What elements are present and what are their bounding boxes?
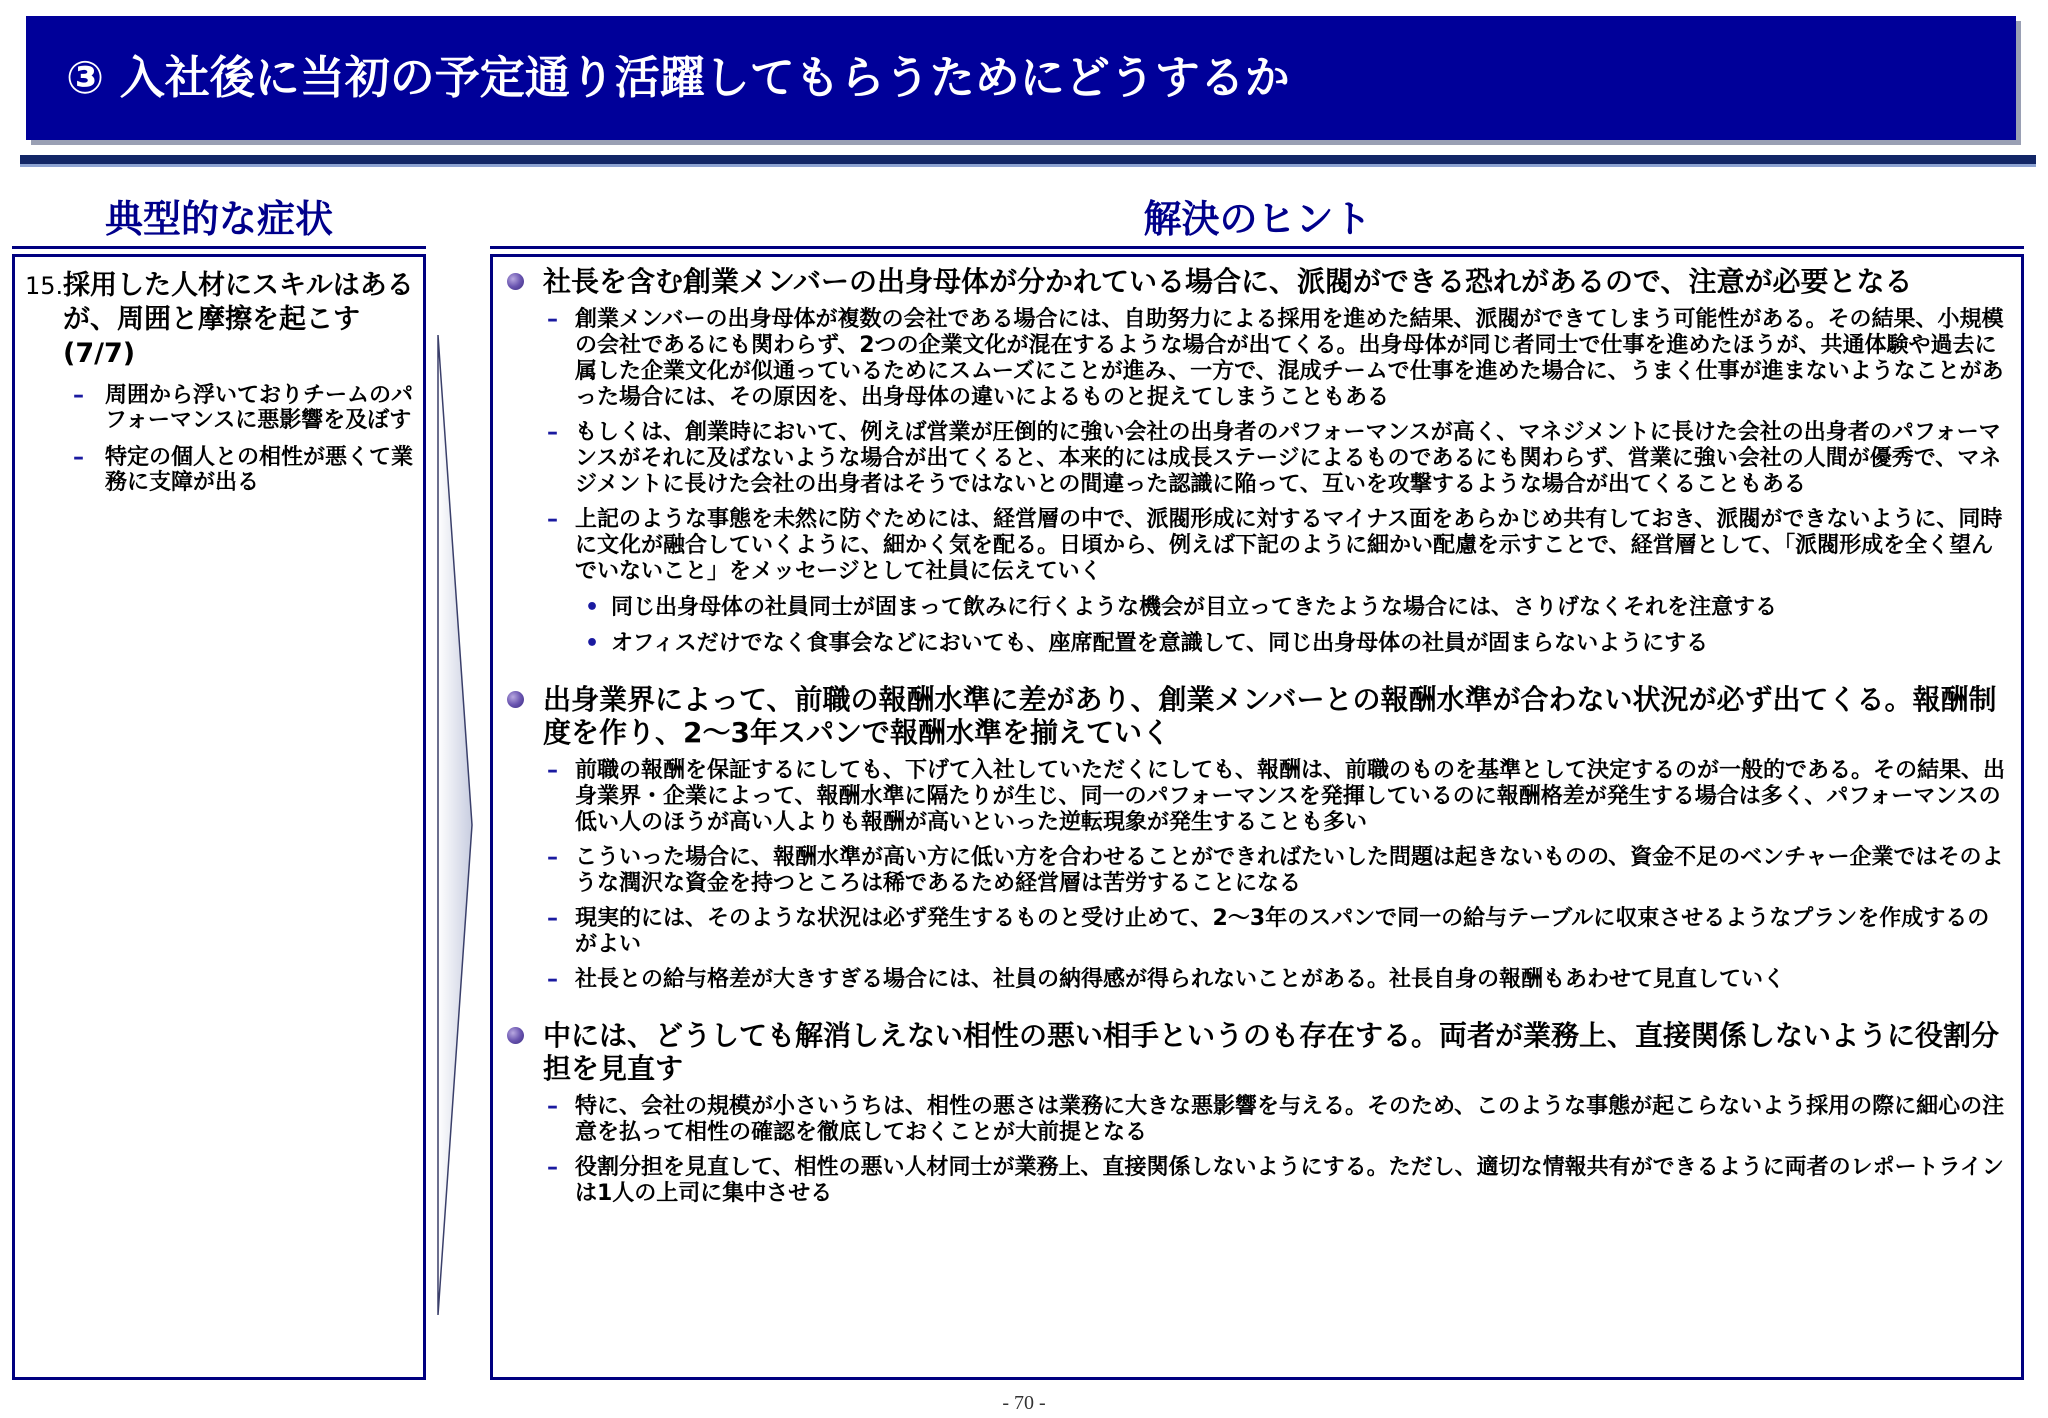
hint-item xyxy=(493,906,2018,958)
dash-bullet: – xyxy=(547,307,558,332)
hint-item-text: 社長との給与格差が大きすぎる場合には、社員の納得感が得られないことがある。社長自身の報酬もあわせて見直していく xyxy=(575,967,1786,992)
symptoms-heading: 典型的な症状 xyxy=(104,197,333,241)
hint-heading xyxy=(493,683,2018,749)
dash-bullet: – xyxy=(547,507,558,532)
symptom-item-text: 周囲から浮いておりチームのパフォーマンスに悪影響を及ぼす xyxy=(105,383,414,433)
title-bar xyxy=(26,16,2016,140)
hint-heading xyxy=(493,265,2018,298)
hint-heading xyxy=(493,1019,2018,1085)
title-rule xyxy=(20,155,2036,164)
dash-bullet: – xyxy=(547,1155,558,1180)
dot-bullet: • xyxy=(585,595,600,620)
symptom-number: 15. xyxy=(25,272,64,300)
hint-item xyxy=(493,845,2018,897)
symptom-item xyxy=(25,383,415,433)
hints-heading-rule xyxy=(490,246,2024,249)
hint-subitem-text: オフィスだけでなく食事会などにおいても、座席配置を意識して、同じ出身母体の社員が固まらないようにする xyxy=(611,631,1709,656)
dash-bullet: – xyxy=(547,967,558,992)
hints-box xyxy=(490,254,2024,1380)
hint-item-text: 前職の報酬を保証するにしても、下げて入社していただくにしても、報酬は、前職のものを基準として決定するのが一般的である。その結果、出身業界・企業によって、報酬水準に隔たりが生じ、同一のパフォーマンスを発揮しているのに報酬格差が発生する場合は多く、パフォーマンスの低い人のほうが高い人よりも報酬が高いといった逆転現象が発生することも多い xyxy=(575,758,2006,835)
hint-item-text: もしくは、創業時において、例えば営業が圧倒的に強い会社の出身者のパフォーマンスが高く、マネジメントに長けた会社の出身者のパフォーマンスがそれに及ばないような場合が出てくると、本来的には成長ステージによるものであるにも関わらず、営業に強い会社の人間が優秀で、マネジメントに長けた会社の出身者はそうではないとの間違った認識に陥って、互いを攻撃するような場合が出てくることもある xyxy=(575,420,2002,497)
dash-bullet: – xyxy=(547,420,558,445)
hint-section xyxy=(493,683,2018,993)
hint-item-text: 特に、会社の規模が小さいうちは、相性の悪さは業務に大きな悪影響を与える。そのため、このような事態が起こらないよう採用の際に細心の注意を払って相性の確認を徹底しておくことが大前提となる xyxy=(575,1094,2005,1145)
dot-bullet: • xyxy=(585,631,600,656)
hint-item xyxy=(493,758,2018,836)
page-number: - 70 - xyxy=(1002,1392,1046,1414)
dash-bullet: – xyxy=(547,1094,558,1119)
hint-section xyxy=(493,1019,2018,1207)
sphere-bullet-icon xyxy=(507,273,524,290)
hint-item-text: 現実的には、そのような状況は必ず発生するものと受け止めて、2～3年のスパンで同一の給与テーブルに収束させるようなプランを作成するのがよい xyxy=(575,906,1990,957)
hint-item-text: 役割分担を見直して、相性の悪い人材同士が業務上、直接関係しないようにする。ただし、適切な情報共有ができるように両者のレポートラインは1人の上司に集中させる xyxy=(575,1155,2004,1206)
hint-section xyxy=(493,265,2018,657)
dash-bullet: – xyxy=(73,383,84,408)
sphere-bullet-icon xyxy=(507,691,524,708)
hint-heading-text: 中には、どうしても解消しえない相性の悪い相手というのも存在する。両者が業務上、直接関係しないように役割分担を見直す xyxy=(543,1019,2000,1085)
page-title: ③ 入社後に当初の予定通り活躍してもらうためにどうするか xyxy=(66,51,1290,104)
dash-bullet: – xyxy=(547,845,558,870)
symptom-title xyxy=(25,269,415,371)
hint-item xyxy=(493,1155,2018,1207)
dash-bullet: – xyxy=(547,906,558,931)
hint-heading-text: 出身業界によって、前職の報酬水準に差があり、創業メンバーとの報酬水準が合わない状況が必ず出てくる。報酬制度を作り、2～3年スパンで報酬水準を揃えていく xyxy=(543,683,1997,749)
hint-subitem xyxy=(493,595,2018,621)
dash-bullet: – xyxy=(73,445,84,470)
hint-subitem-text: 同じ出身母体の社員同士が固まって飲みに行くような機会が目立ってきたような場合には、さりげなくそれを注意する xyxy=(611,595,1778,620)
chevron-right-icon xyxy=(436,335,476,1315)
hint-subitem xyxy=(493,631,2018,657)
hint-item xyxy=(493,967,2018,993)
hint-item xyxy=(493,1094,2018,1146)
dash-bullet: – xyxy=(547,758,558,783)
symptoms-heading-rule xyxy=(12,246,426,249)
hint-item-text: こういった場合に、報酬水準が高い方に低い方を合わせることができればたいした問題は起きないものの、資金不足のベンチャー企業ではそのような潤沢な資金を持つところは稀であるため経営層は苦労することになる xyxy=(575,845,2004,896)
hint-item xyxy=(493,307,2018,411)
sphere-bullet-icon xyxy=(507,1027,524,1044)
hint-item xyxy=(493,507,2018,585)
hint-item-text: 創業メンバーの出身母体が複数の会社である場合には、自助努力による採用を進めた結果、派閥ができてしまう可能性がある。その結果、小規模の会社であるにも関わらず、2つの企業文化が混在するような場合が出てくる。出身母体が同じ者同士で仕事を進めたほうが、共通体験や過去に属した企業文化が似通っているためにスムーズにことが進み、一方で、混成チームで仕事を進めた場合に、うまく仕事が進まないようなことがあった場合には、その原因を、出身母体の違いによるものと捉えてしまうこともある xyxy=(575,307,2004,410)
hints-heading: 解決のヒント xyxy=(1143,197,1372,241)
hint-heading-text: 社長を含む創業メンバーの出身母体が分かれている場合に、派閥ができる恐れがあるので、注意が必要となる xyxy=(543,265,1913,298)
symptoms-box xyxy=(12,254,426,1380)
symptom-item xyxy=(25,445,415,495)
hints-content xyxy=(493,265,2018,1233)
symptom-title-text: 採用した人材にスキルはあるが、周囲と摩擦を起こす(7/7) xyxy=(63,270,414,369)
symptom-item-text: 特定の個人との相性が悪くて業務に支障が出る xyxy=(105,445,414,495)
symptoms-content xyxy=(25,269,415,495)
hint-item xyxy=(493,420,2018,498)
hint-item-text: 上記のような事態を未然に防ぐためには、経営層の中で、派閥形成に対するマイナス面をあらかじめ共有しておき、派閥ができないように、同時に文化が融合していくように、細かく気を配る。日頃から、例えば下記のように細かい配慮を示すことで、経営層として、「派閥形成を全く望んでいないこと」をメッセージとして社員に伝えていく xyxy=(575,507,2003,584)
